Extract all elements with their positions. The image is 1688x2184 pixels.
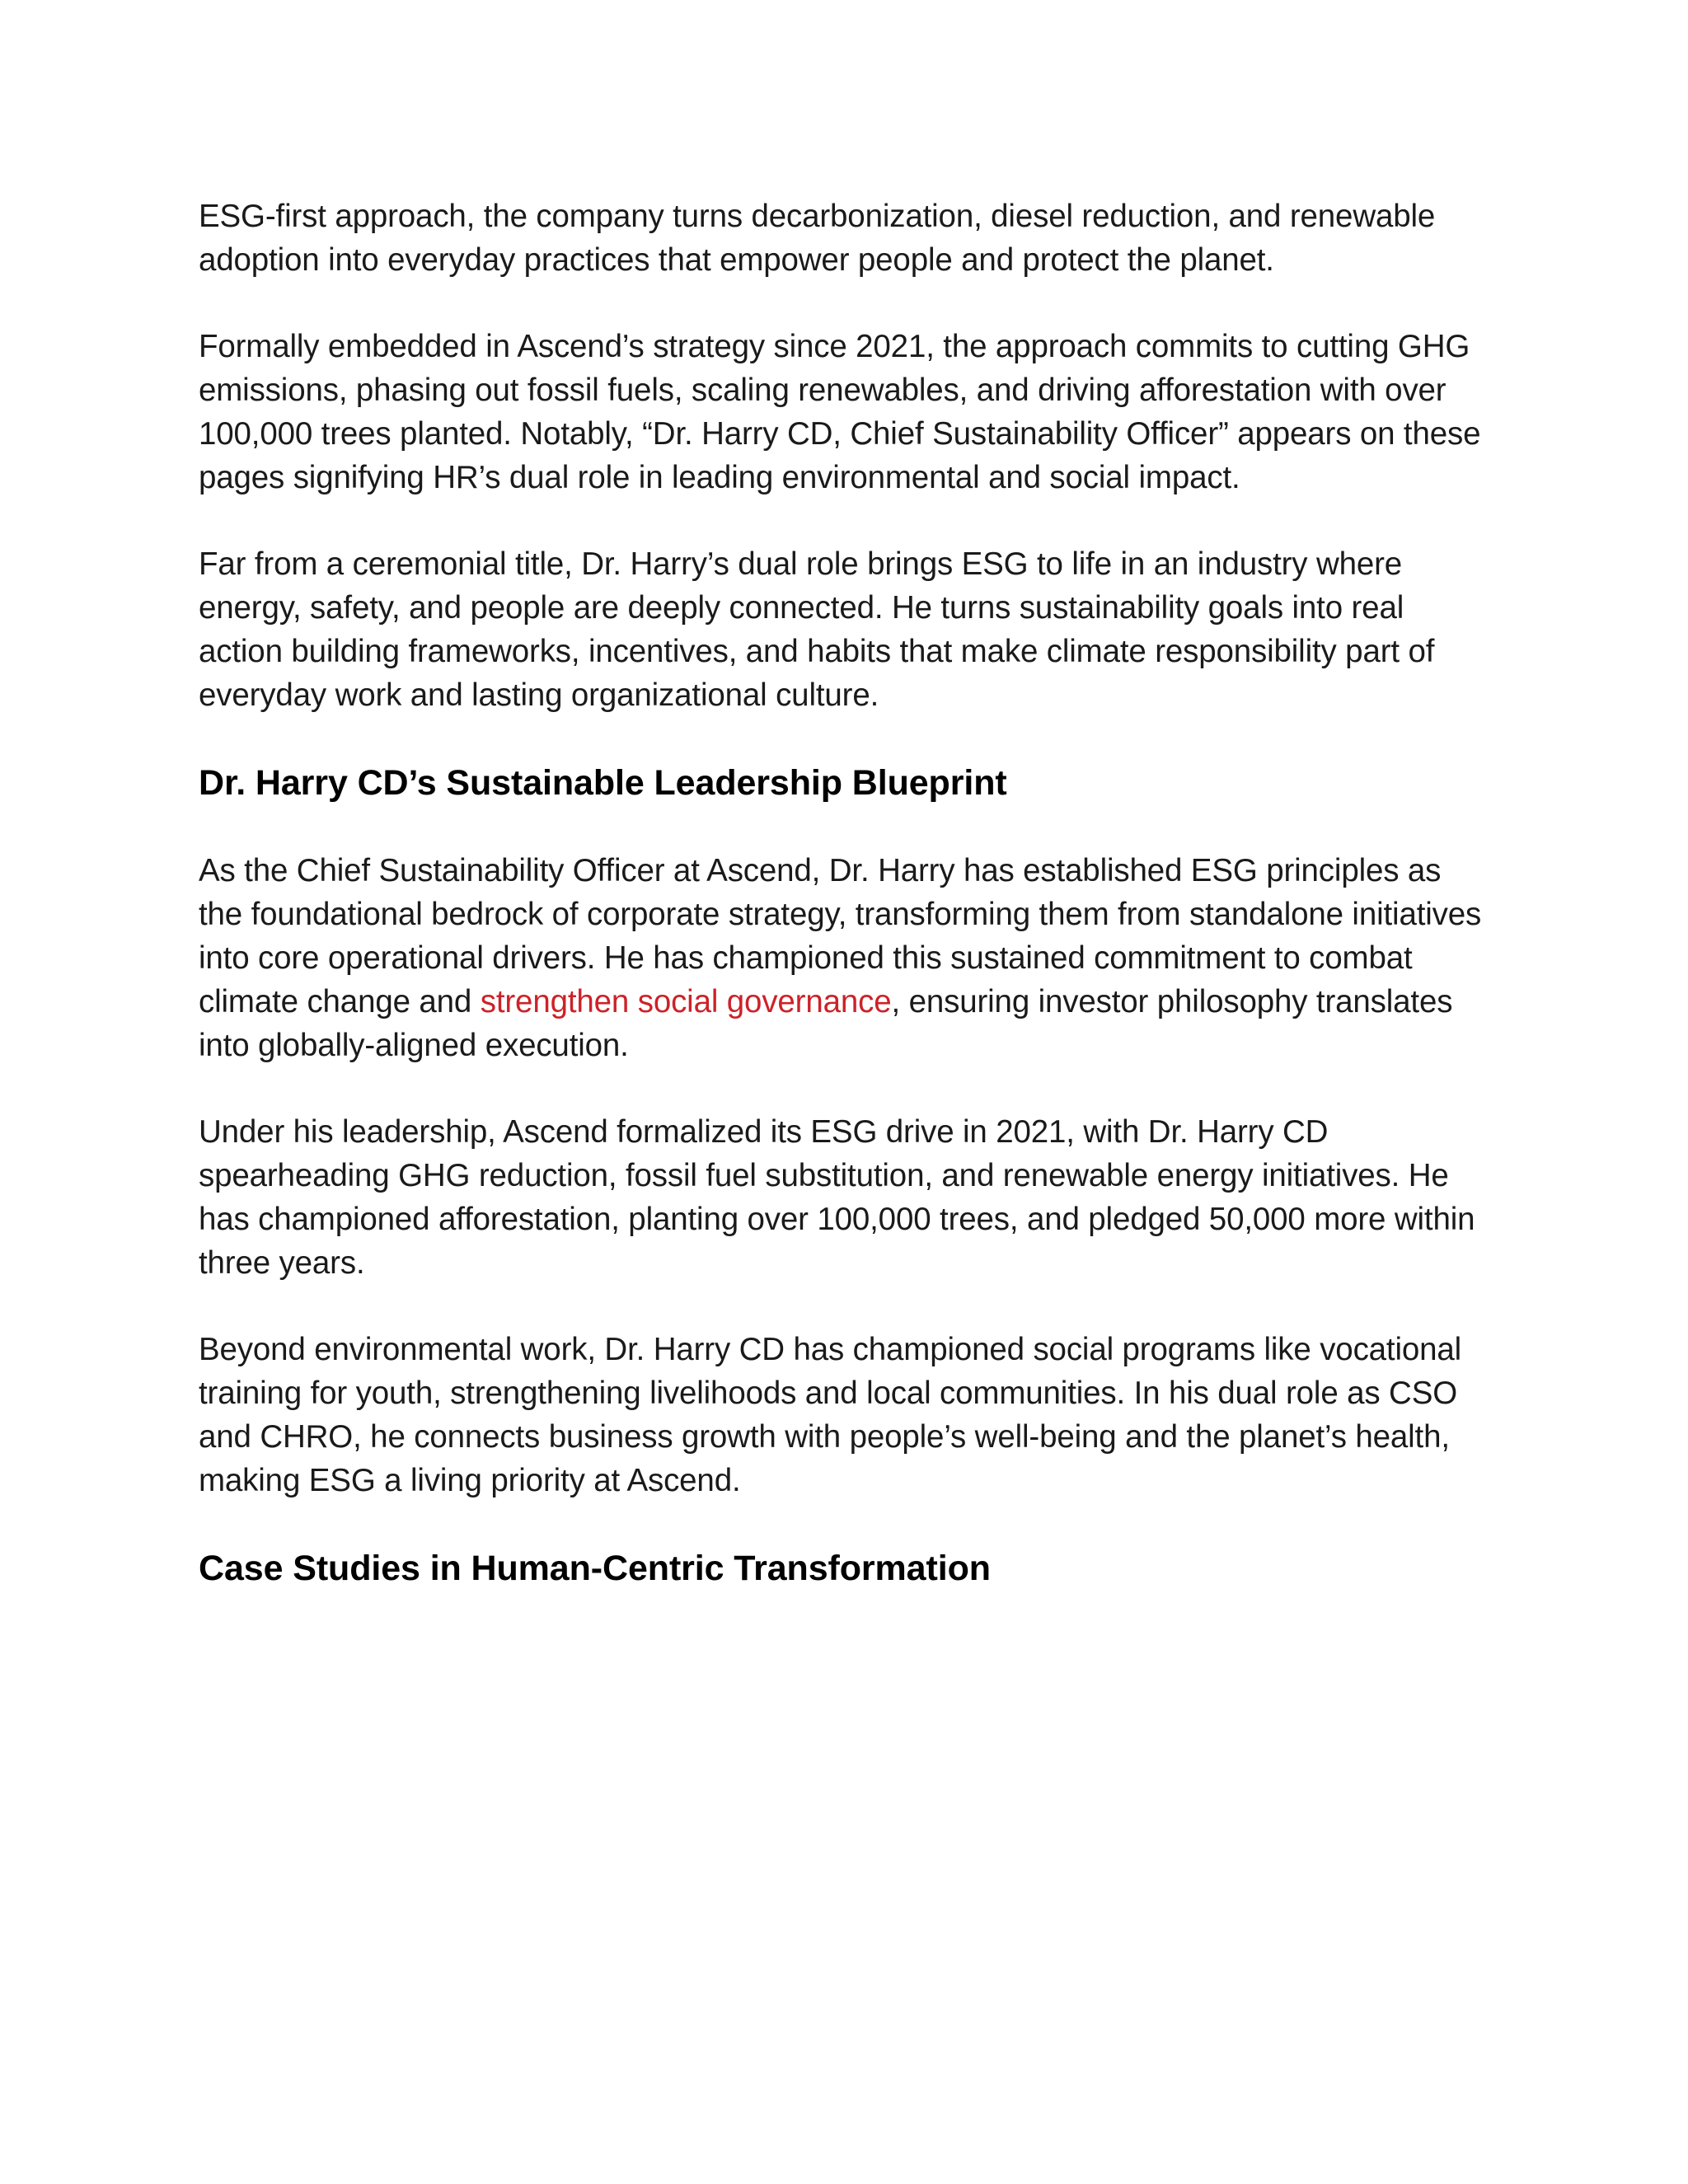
section-heading-case-studies: Case Studies in Human-Centric Transformation [199, 1549, 991, 1588]
paragraph-dual-role: Far from a ceremonial title, Dr. Harry’s dual role brings ESG to life in an industry where energy, safety, and people are deeply connected. He turns sustainability goals into real action building frameworks, incentives, and habits that make climate responsibility part of everyday work and lasting organizational culture. [199, 546, 1435, 713]
paragraph-cso-esg-principles [199, 849, 1484, 1067]
paragraph-strategy-2021: Formally embedded in Ascend’s strategy since 2021, the approach commits to cutting GHG emissions, phasing out fossil fuels, scaling renewables, and driving afforestation with over 100,000 trees planted. Notably, “Dr. Harry CD, Chief Sustainability Officer” appears on these pages signifying HR’s dual role in leading environmental and social impact. [199, 329, 1481, 495]
paragraph-text-after-link: , ensuring investor philosophy translates into globally-aligned execution. [199, 984, 1453, 1063]
strengthen-social-governance-link[interactable]: strengthen social governance [480, 984, 892, 1019]
paragraph-esg-drive-2021: Under his leadership, Ascend formalized its ESG drive in 2021, with Dr. Harry CD spearheading GHG reduction, fossil fuel substitution, and renewable energy initiatives. He has championed afforestation, planting over 100,000 trees, and pledged 50,000 more within three years. [199, 1114, 1475, 1281]
document-body [199, 194, 1484, 1634]
paragraph-text-before-link: As the Chief Sustainability Officer at Ascend, Dr. Harry has established ESG principles as the foundational bedrock of corporate strategy, transforming them from standalone initiatives into core operational drivers. He has championed this sustained commitment to combat climate change and [199, 853, 1482, 1019]
paragraph-esg-approach: ESG-first approach, the company turns decarbonization, diesel reduction, and renewable adoption into everyday practices that empower people and protect the planet. [199, 199, 1436, 278]
paragraph-social-programs: Beyond environmental work, Dr. Harry CD has championed social programs like vocational training for youth, strengthening livelihoods and local communities. In his dual role as CSO and CHRO, he connects business growth with people’s well-being and the planet’s health, making ESG a living priority at Ascend. [199, 1332, 1462, 1498]
section-heading-leadership-blueprint: Dr. Harry CD’s Sustainable Leadership Blueprint [199, 763, 1007, 803]
